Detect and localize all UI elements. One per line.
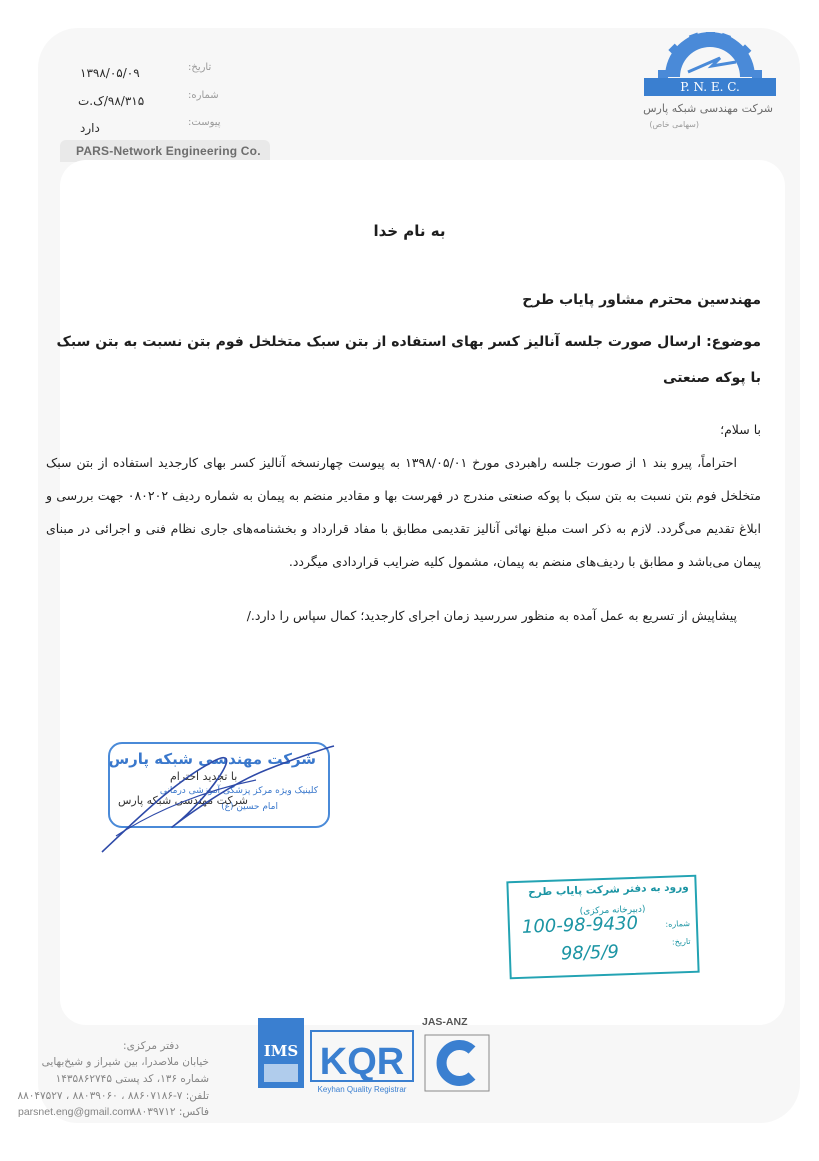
company-name-fa: شرکت مهندسی شبکه پارس	[643, 102, 773, 115]
footer-office-label: دفتر مرکزی:	[123, 1040, 179, 1052]
letter-title: به نام خدا	[373, 222, 446, 240]
signature-regards: با تجدید احترام	[170, 770, 238, 783]
footer-address-1: خیابان ملاصدرا، بین شیراز و شیخ‌بهایی	[41, 1056, 209, 1068]
signature-company: شرکت مهندسی شبکه پارس	[118, 794, 248, 807]
seal-line-2: کلینیک ویژه مرکز پزشکی آموزشی درمانی	[159, 786, 318, 796]
date-label: تاریخ:	[188, 62, 212, 73]
footer-email[interactable]: parsnet.eng@gmail.com	[18, 1106, 132, 1118]
letter-greeting: با سلام؛	[720, 422, 761, 437]
kqr-certification-logo	[310, 1030, 414, 1094]
attachment-value: دارد	[80, 121, 100, 135]
receipt-stamp-number-label: شماره:	[665, 918, 691, 929]
ims-certification-logo	[258, 1018, 304, 1088]
receipt-number-handwritten: 100-98-9430	[521, 912, 639, 938]
footer-address-2: شماره ۱۳۶، کد پستی ۱۴۳۵۸۶۲۷۴۵	[55, 1073, 209, 1085]
company-type: (سهامی خاص)	[649, 120, 699, 129]
letter-body-paragraph: احتراماً، پیرو بند ۱ از صورت جلسه راهبردی مورخ ۱۳۹۸/۰۵/۰۱ به پیوست چهارنسخه آنالیز کسر بهای کارجدید استفاده از بتن سبک متخلخل فوم بتن نسبت به بتن سبک با پوکه صنعتی مندرج در فهرست بها و مقادیر منضم به پیمان به شماره ردیف ۰۸۰۲۰۲ جهت بررسی و ابلاغ تقدیم می‌گردد. لازم به ذکر است مبلغ نهائی آنالیز تقدیمی مطابق با مفاد قرارداد و بخشنامه‌های جاری نظام فنی و اجرائی در مبنای پیمان می‌باشد و مطابق با ردیف‌های منضم به پیمان، مشمول کلیه ضرایب قراردادی میگردد.	[46, 455, 761, 569]
number-label: شماره:	[188, 90, 219, 101]
seal-line-3: امام حسین (ع)	[221, 802, 278, 812]
footer-phone: تلفن: ۷-۸۸۶۰۷۱۸۶ ، ۸۸۰۳۹۰۶۰ ، ۸۸۰۴۷۵۲۷	[17, 1090, 209, 1102]
svg-text:IMS: IMS	[263, 1042, 299, 1060]
receipt-stamp-subtitle: (دبیرخانه مرکزی)	[579, 904, 646, 917]
footer-fax: فاکس: ۸۸۰۳۹۷۱۲	[130, 1106, 209, 1118]
svg-text:Keyhan Quality Registrar: Keyhan Quality Registrar	[317, 1085, 407, 1094]
pnec-logo	[640, 32, 780, 132]
receipt-stamp-title: ورود به دفتر شرکت پایاب طرح	[527, 880, 689, 899]
jas-anz-logo	[424, 1034, 490, 1092]
svg-text:KQR: KQR	[319, 1041, 405, 1083]
handwritten-signature	[96, 740, 336, 860]
letter-addressee: مهندسین محترم مشاور پایاب طرح	[522, 292, 761, 308]
seal-title: شرکت مهندسی شبکه پارس	[108, 750, 316, 768]
letter-body	[46, 446, 761, 578]
receipt-date-handwritten: 98/5/9	[560, 941, 620, 965]
letter-subject: موضوع: ارسال صورت جلسه آنالیز کسر بهای استفاده از بتن سبک متخلخل فوم بتن نسبت به بتن سبک با پوکه صنعتی	[56, 334, 761, 386]
logo-letters: P. N. E. C.	[680, 80, 740, 94]
receipt-stamp	[506, 875, 699, 980]
receipt-stamp-date-label: تاریخ:	[671, 936, 691, 947]
company-name-en: PARS-Network Engineering Co.	[76, 144, 261, 158]
attachment-label: پیوست:	[188, 117, 221, 128]
date-value: ۱۳۹۸/۰۵/۰۹	[80, 66, 140, 80]
jas-anz-label: JAS-ANZ	[422, 1016, 468, 1028]
letter-closing	[46, 608, 761, 623]
number-value: ۹۸/۳۱۵/ک.ت	[78, 94, 145, 108]
letter-closing-paragraph: پیشاپیش از تسریع به عمل آمده به منظور سررسید زمان اجرای کارجدید؛ کمال سپاس را دارد./	[246, 608, 737, 623]
